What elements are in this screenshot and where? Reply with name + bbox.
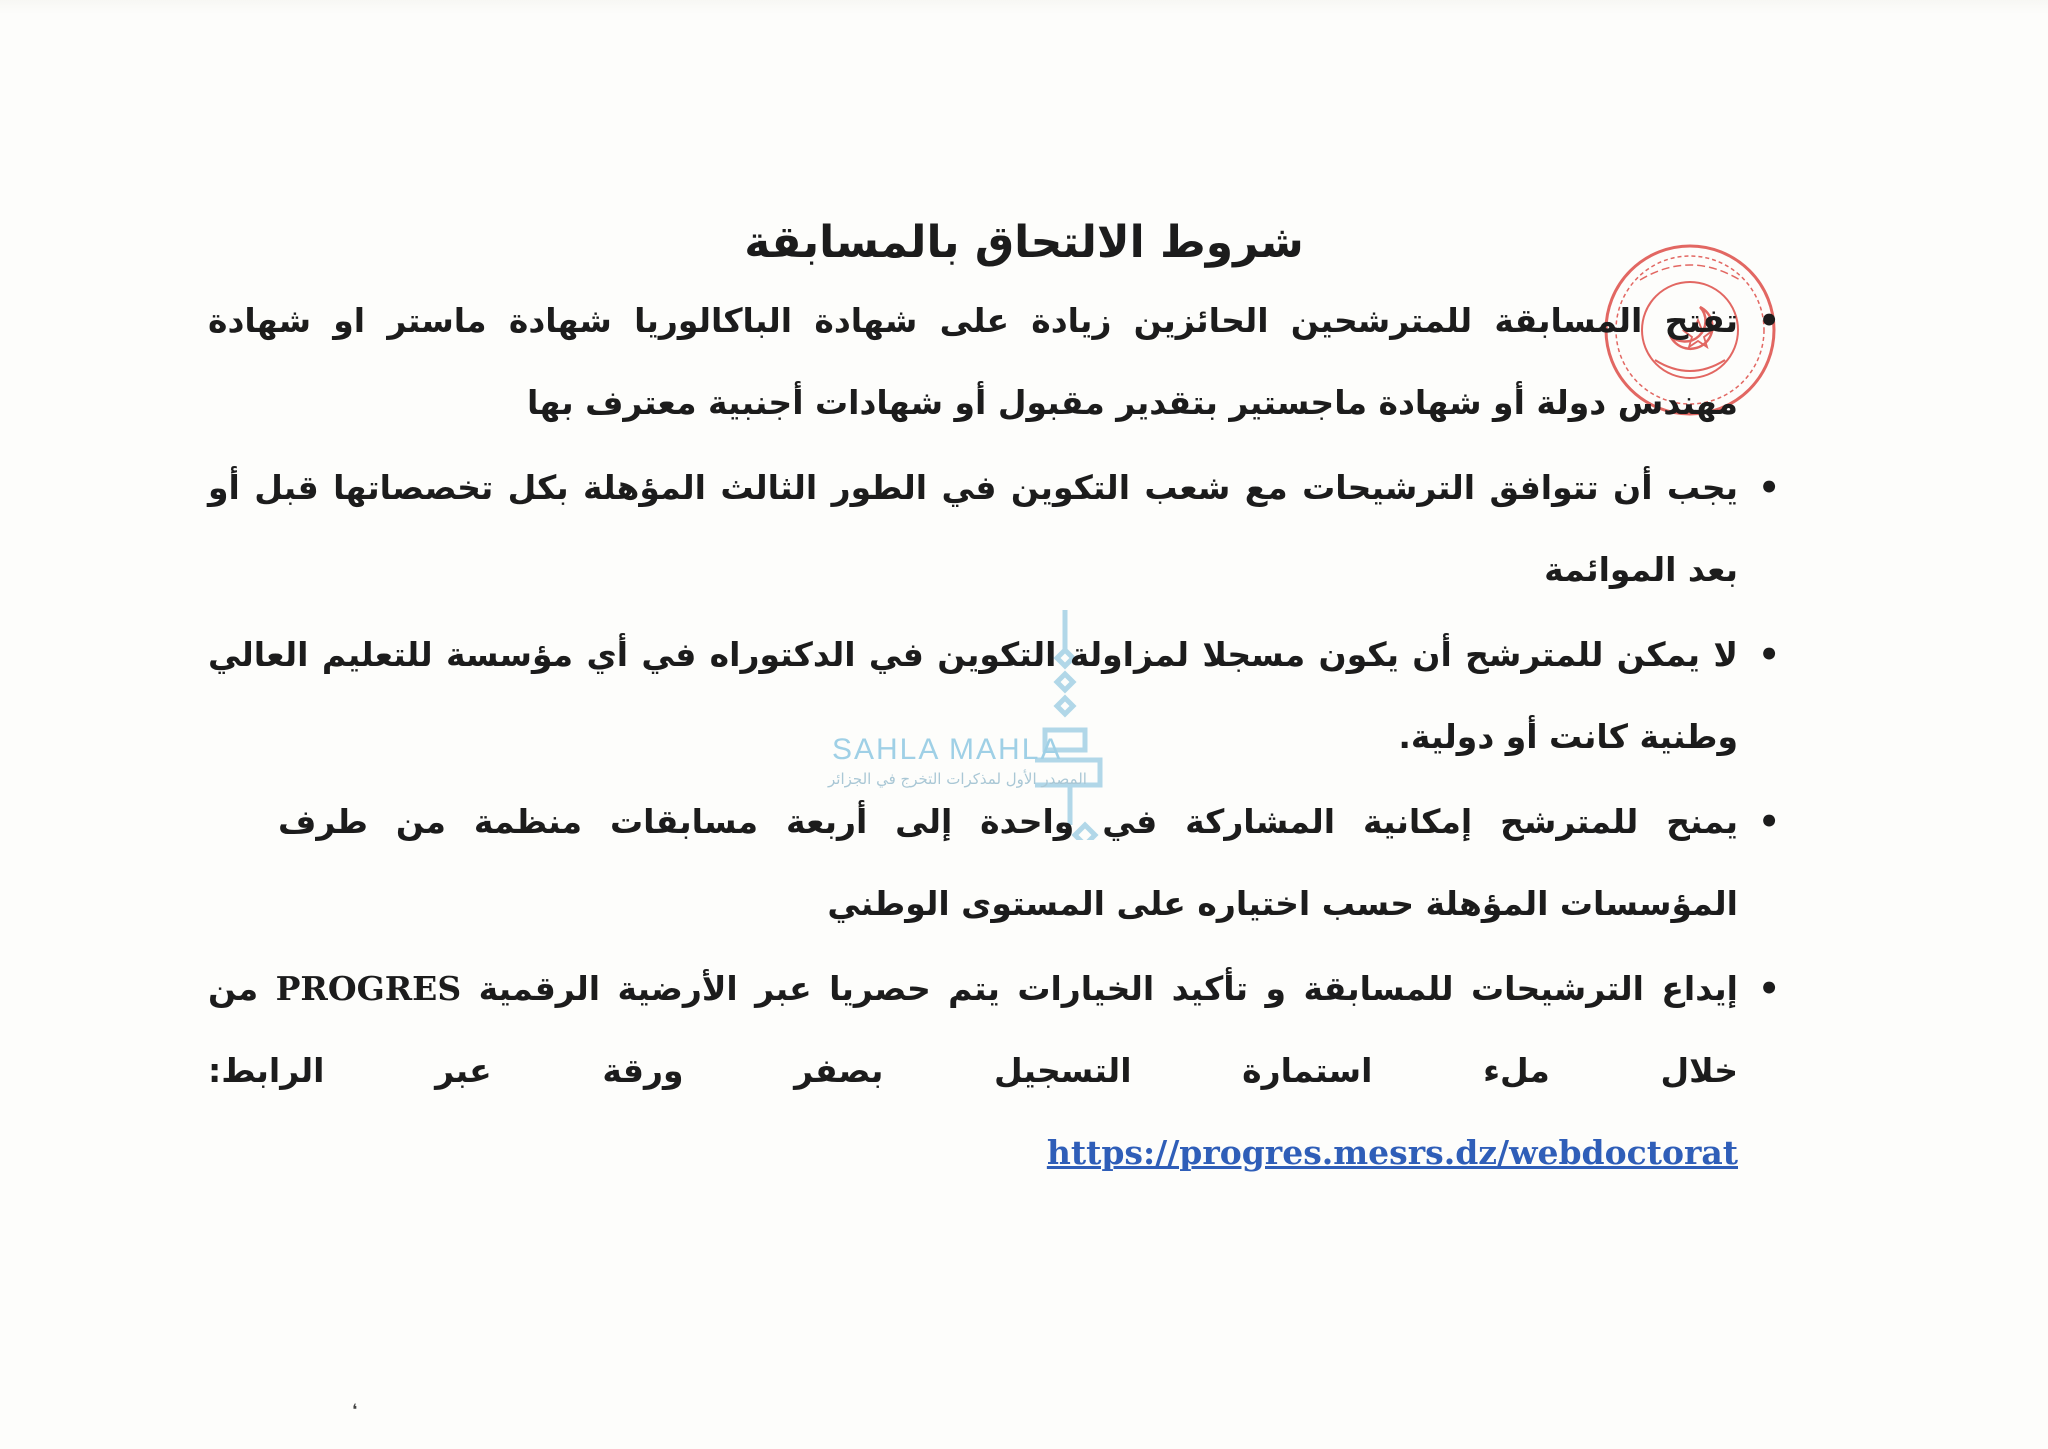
platform-name: PROGRES xyxy=(275,969,462,1008)
bullet-icon: • xyxy=(1758,301,1780,341)
watermark-tagline: المصدر الأول لمذكرات التخرج في الجزائر xyxy=(828,770,1087,788)
condition-text: يجب أن تتوافق الترشيحات مع شعب التكوين في الطور الثالث المؤهلة بكل تخصصاتها قبل أو بعد الموائمة xyxy=(208,468,1738,589)
condition-text: يمنح للمترشح إمكانية المشاركة في واحدة إلى أربعة مسابقات منظمة من طرف المؤسسات المؤهلة حسب اختياره على المستوى الوطني xyxy=(278,802,1738,923)
bullet-icon: • xyxy=(1758,468,1780,508)
watermark-name: SAHLA MAHLA xyxy=(832,733,1063,766)
condition-item xyxy=(278,781,1780,945)
condition-text: تفتح المسابقة للمترشحين الحائزين زيادة على شهادة الباكالوريا شهادة ماستر او شهادة مهندس دولة أو شهادة ماجستير بتقدير مقبول أو شهادات أجنبية معترف بها xyxy=(208,301,1738,422)
condition-item xyxy=(208,280,1780,444)
bullet-icon: • xyxy=(1758,635,1780,675)
paper-speck: ❛ xyxy=(352,1400,358,1419)
condition-text: لا يمكن للمترشح أن يكون مسجلا لمزاولة التكوين في الدكتوراه في أي مؤسسة للتعليم العالي وطنية كانت أو دولية. xyxy=(208,635,1738,756)
conditions-list xyxy=(208,280,1780,1197)
condition-text-before: إيداع الترشيحات للمسابقة و تأكيد الخيارات يتم حصريا عبر الأرضية الرقمية xyxy=(478,969,1738,1008)
condition-item xyxy=(208,614,1780,778)
condition-text-after: من خلال ملء استمارة التسجيل بصفر ورقة عبر الرابط: xyxy=(208,969,1738,1090)
bullet-icon: • xyxy=(1758,969,1780,1009)
registration-link[interactable]: https://progres.mesrs.dz/webdoctorat xyxy=(1046,1133,1738,1172)
condition-item-registration xyxy=(208,948,1780,1194)
page-title: شروط الالتحاق بالمسابقة xyxy=(744,217,1304,269)
condition-item xyxy=(208,447,1780,611)
bullet-icon: • xyxy=(1758,802,1780,842)
